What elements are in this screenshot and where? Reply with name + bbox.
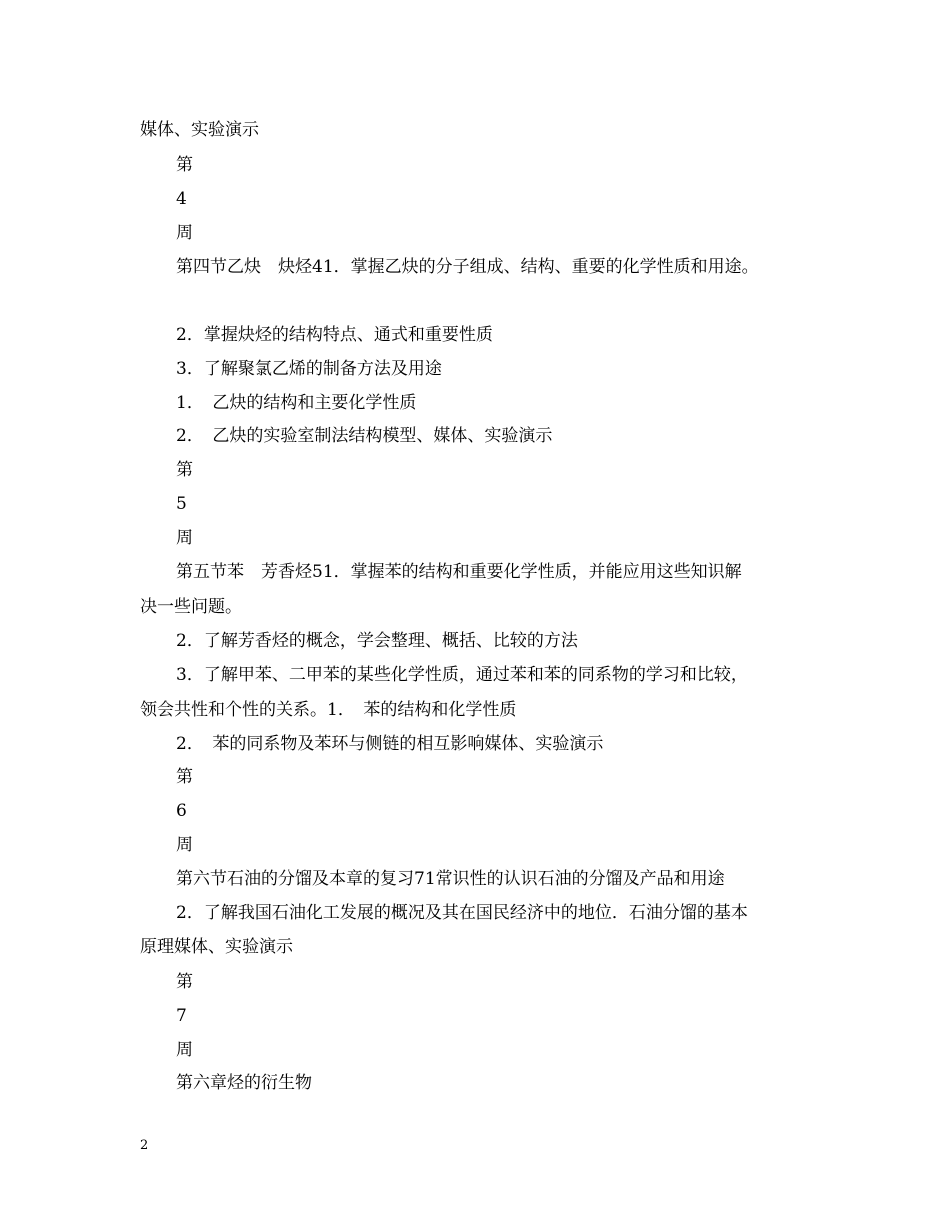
week-number: 7: [176, 1006, 187, 1026]
text-line: 媒体、实验演示: [140, 120, 259, 140]
text-line: 2．了解芳香烃的概念，学会整理、概括、比较的方法: [176, 631, 578, 651]
text-line: 1． 乙炔的结构和主要化学性质: [176, 393, 417, 413]
week-label-char: 第: [176, 972, 193, 992]
week-label-char: 周: [176, 223, 193, 243]
text-line: 2．了解我国石油化工发展的概况及其在国民经济中的地位．石油分馏的基本: [176, 903, 748, 923]
week-number: 6: [176, 801, 187, 821]
text-line: 2． 乙炔的实验室制法结构模型、媒体、实验演示: [176, 426, 553, 446]
week-label-char: 第: [176, 460, 193, 480]
text-line: 决一些问题。: [140, 597, 242, 617]
week-label-char: 第: [176, 155, 193, 175]
section-heading: 第六节石油的分馏及本章的复习71常识性的认识石油的分馏及产品和用途: [176, 869, 725, 889]
text-line: 2．掌握炔烃的结构特点、通式和重要性质: [176, 325, 493, 345]
text-line: 2． 苯的同系物及苯环与侧链的相互影响媒体、实验演示: [176, 734, 604, 754]
text-line: 领会共性和个性的关系。1． 苯的结构和化学性质: [140, 700, 517, 720]
week-label-char: 周: [176, 835, 193, 855]
week-number: 5: [176, 494, 187, 514]
section-heading: 第四节乙炔 炔烃41．掌握乙炔的分子组成、结构、重要的化学性质和用途。: [176, 257, 759, 277]
text-line: 原理媒体、实验演示: [140, 937, 293, 957]
text-line: 3．了解聚氯乙烯的制备方法及用途: [176, 359, 442, 379]
week-label-char: 周: [176, 528, 193, 548]
text-line: 3．了解甲苯、二甲苯的某些化学性质，通过苯和苯的同系物的学习和比较，: [176, 665, 748, 685]
chapter-heading: 第六章烃的衍生物: [176, 1073, 312, 1093]
week-number: 4: [176, 189, 187, 209]
week-label-char: 第: [176, 767, 193, 787]
page-number: 2: [140, 1138, 149, 1153]
week-label-char: 周: [176, 1040, 193, 1060]
section-heading: 第五节苯 芳香烃51．掌握苯的结构和重要化学性质，并能应用这些知识解: [176, 562, 742, 582]
